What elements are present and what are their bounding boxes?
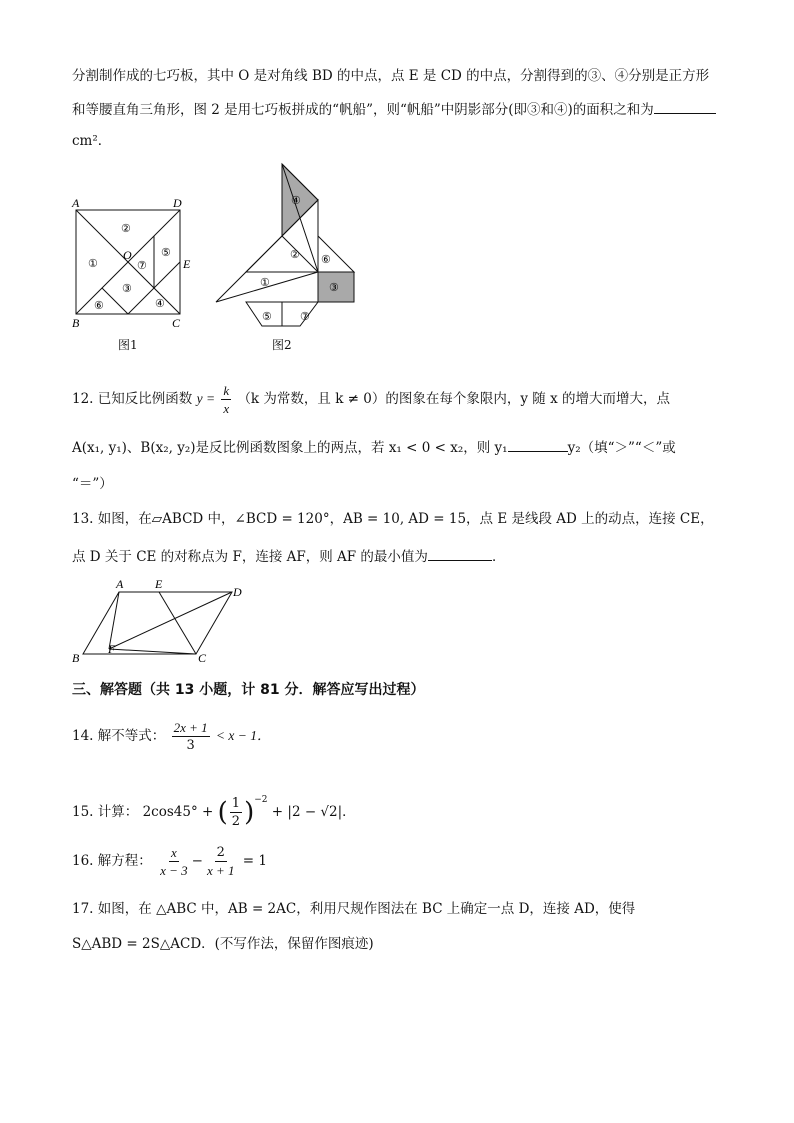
q12-y-eq: y = xyxy=(196,391,216,406)
q12-condition: （k 为常数，且 k ≠ 0）的图象在每个象限内，y 随 x 的增大而增大，点 xyxy=(237,391,670,407)
q15-line xyxy=(72,780,356,833)
q11-figure-2 xyxy=(210,160,360,332)
q15-fraction xyxy=(230,795,242,830)
fig1-label-c: C xyxy=(172,316,181,330)
q13-label-f: F xyxy=(108,642,116,656)
q16-f2-num: 2 xyxy=(216,845,225,860)
q15-number: 15. xyxy=(72,804,94,820)
q13-line2 xyxy=(72,546,505,567)
q13-label-a: A xyxy=(116,577,124,591)
q12-answer-blank xyxy=(508,437,568,452)
q14-rest: < x − 1． xyxy=(215,728,271,743)
q11-answer-blank xyxy=(654,99,716,114)
q12-line3: “＝”） xyxy=(72,476,113,492)
q13-parallelogram xyxy=(83,592,232,654)
fig1-label-b: B xyxy=(72,316,80,330)
q13-label-b: B xyxy=(72,651,80,665)
fig1-label-d: D xyxy=(173,196,182,210)
q15-text: 计算： xyxy=(97,804,139,820)
q15-expr1: 2cos45° + xyxy=(142,804,214,820)
fig2-piece-7-label: ⑦ xyxy=(300,311,310,323)
q16-f1-num: x xyxy=(170,845,177,860)
q11-figure-1 xyxy=(66,196,202,354)
q13-text-line1: 如图，在▱ABCD 中，∠BCD = 120°，AB = 10, AD = 15，点 E 是线段 AD 上的动点，连接 CE， xyxy=(97,511,714,527)
q12-pre: 已知反比例函数 xyxy=(97,391,193,407)
q16-f2-den: x + 1 xyxy=(206,863,235,878)
q12-points: A(x₁, y₁)、B(x₂, y₂) xyxy=(72,440,196,456)
fig2-piece-6-label: ⑥ xyxy=(321,254,331,266)
q13-label-e: E xyxy=(155,577,163,591)
q11-text-line1: 分割制作成的七巧板，其中 O 是对角线 BD 的中点，点 E 是 CD 的中点，分割得到的③、④分别是正方形 xyxy=(72,68,710,84)
fig1-piece-7: ⑦ xyxy=(137,260,147,272)
q15-frac-num: 1 xyxy=(231,796,241,811)
q13-segment-fd xyxy=(109,592,232,649)
q12-line2 xyxy=(72,437,676,458)
q12-frac-num: k xyxy=(223,383,230,398)
q13-text-line2: 点 D 关于 CE 的对称点为 F，连接 AF，则 AF 的最小值为 xyxy=(72,549,428,565)
q14-text: 解不等式： xyxy=(97,728,166,744)
q16-fraction-2 xyxy=(205,844,237,879)
fig1-label-a: A xyxy=(72,196,80,210)
q14-fraction xyxy=(172,719,210,754)
q12-line1 xyxy=(72,382,670,417)
q17-line1 xyxy=(72,899,635,919)
q16-text: 解方程： xyxy=(97,853,152,869)
q13-label-d: D xyxy=(233,585,242,599)
fig2-piece-2-label: ② xyxy=(290,249,300,261)
fig2-piece-1-label: ① xyxy=(260,277,270,289)
fig2-piece-4-label: ④ xyxy=(291,195,301,207)
q11-text-line2 xyxy=(72,99,716,120)
fig1-caption: 图1 xyxy=(118,338,138,352)
q13-number: 13. xyxy=(72,511,94,527)
q12-mid: 是反比例函数图象上的两点，若 x₁ < 0 < x₂，则 y₁ xyxy=(195,440,508,456)
q15-paren-close: ) xyxy=(244,797,255,828)
q14-line xyxy=(72,718,271,754)
fig2-piece-3-label: ③ xyxy=(329,282,339,294)
q15-frac-den: 2 xyxy=(231,814,241,829)
q11-text-line2-body: 和等腰直角三角形，图 2 是用七巧板拼成的“帆船”，则“帆船”中阴影部分(即③和④)的面积之和为 xyxy=(72,102,654,118)
q14-frac-den: 3 xyxy=(186,738,195,753)
q13-line2-end: ． xyxy=(491,549,506,565)
fig1-piece-6: ⑥ xyxy=(94,300,104,312)
fig1-label-e: E xyxy=(183,257,191,271)
fig1-piece-2: ② xyxy=(121,223,131,235)
fig2-piece-1 xyxy=(216,236,318,302)
section-3-title: 三、解答题（共 13 小题，计 81 分．解答应写出过程） xyxy=(72,682,425,698)
q13-answer-blank xyxy=(428,546,492,561)
fig1-label-o: O xyxy=(123,248,132,262)
q17-line2: S△ABD = 2S△ACD．(不写作法，保留作图痕迹) xyxy=(72,936,374,952)
q13-figure xyxy=(66,576,256,668)
fig1-piece-3: ③ xyxy=(122,283,132,295)
q12-frac-den: x xyxy=(223,401,230,416)
q15-expr2: + |2 − √2|． xyxy=(271,804,356,820)
fig1-piece-1: ① xyxy=(88,258,98,270)
q16-number: 16. xyxy=(72,853,94,869)
q12-tail: y₂（填“＞”“＜”或 xyxy=(567,440,676,456)
q15-exponent: −2 xyxy=(254,795,268,805)
q17-number: 17. xyxy=(72,901,94,917)
fig1-piece-4: ④ xyxy=(155,298,165,310)
fig1-piece-5: ⑤ xyxy=(161,247,171,259)
q14-frac-num: 2x + 1 xyxy=(173,720,208,735)
q16-fraction-1 xyxy=(158,844,190,879)
fig2-caption: 图2 xyxy=(272,338,292,352)
q15-paren-open: ( xyxy=(217,797,228,828)
q17-text-line1: 如图，在 △ABC 中，AB = 2AC，利用尺规作图法在 BC 上确定一点 D，连接 AD，使得 xyxy=(97,901,636,917)
fig2-piece-5-label: ⑤ xyxy=(262,311,272,323)
q13-label-c: C xyxy=(198,651,207,665)
q11-unit: cm²． xyxy=(72,133,112,149)
q14-number: 14. xyxy=(72,728,94,744)
q16-rest: = 1 xyxy=(242,853,267,869)
q13-line1 xyxy=(72,509,714,529)
q12-number: 12. xyxy=(72,391,94,407)
q16-line xyxy=(72,842,267,880)
q13-segment-fc xyxy=(109,649,196,654)
q16-minus: − xyxy=(191,853,203,869)
q16-f1-den: x − 3 xyxy=(160,863,188,878)
q12-fraction xyxy=(221,382,231,417)
